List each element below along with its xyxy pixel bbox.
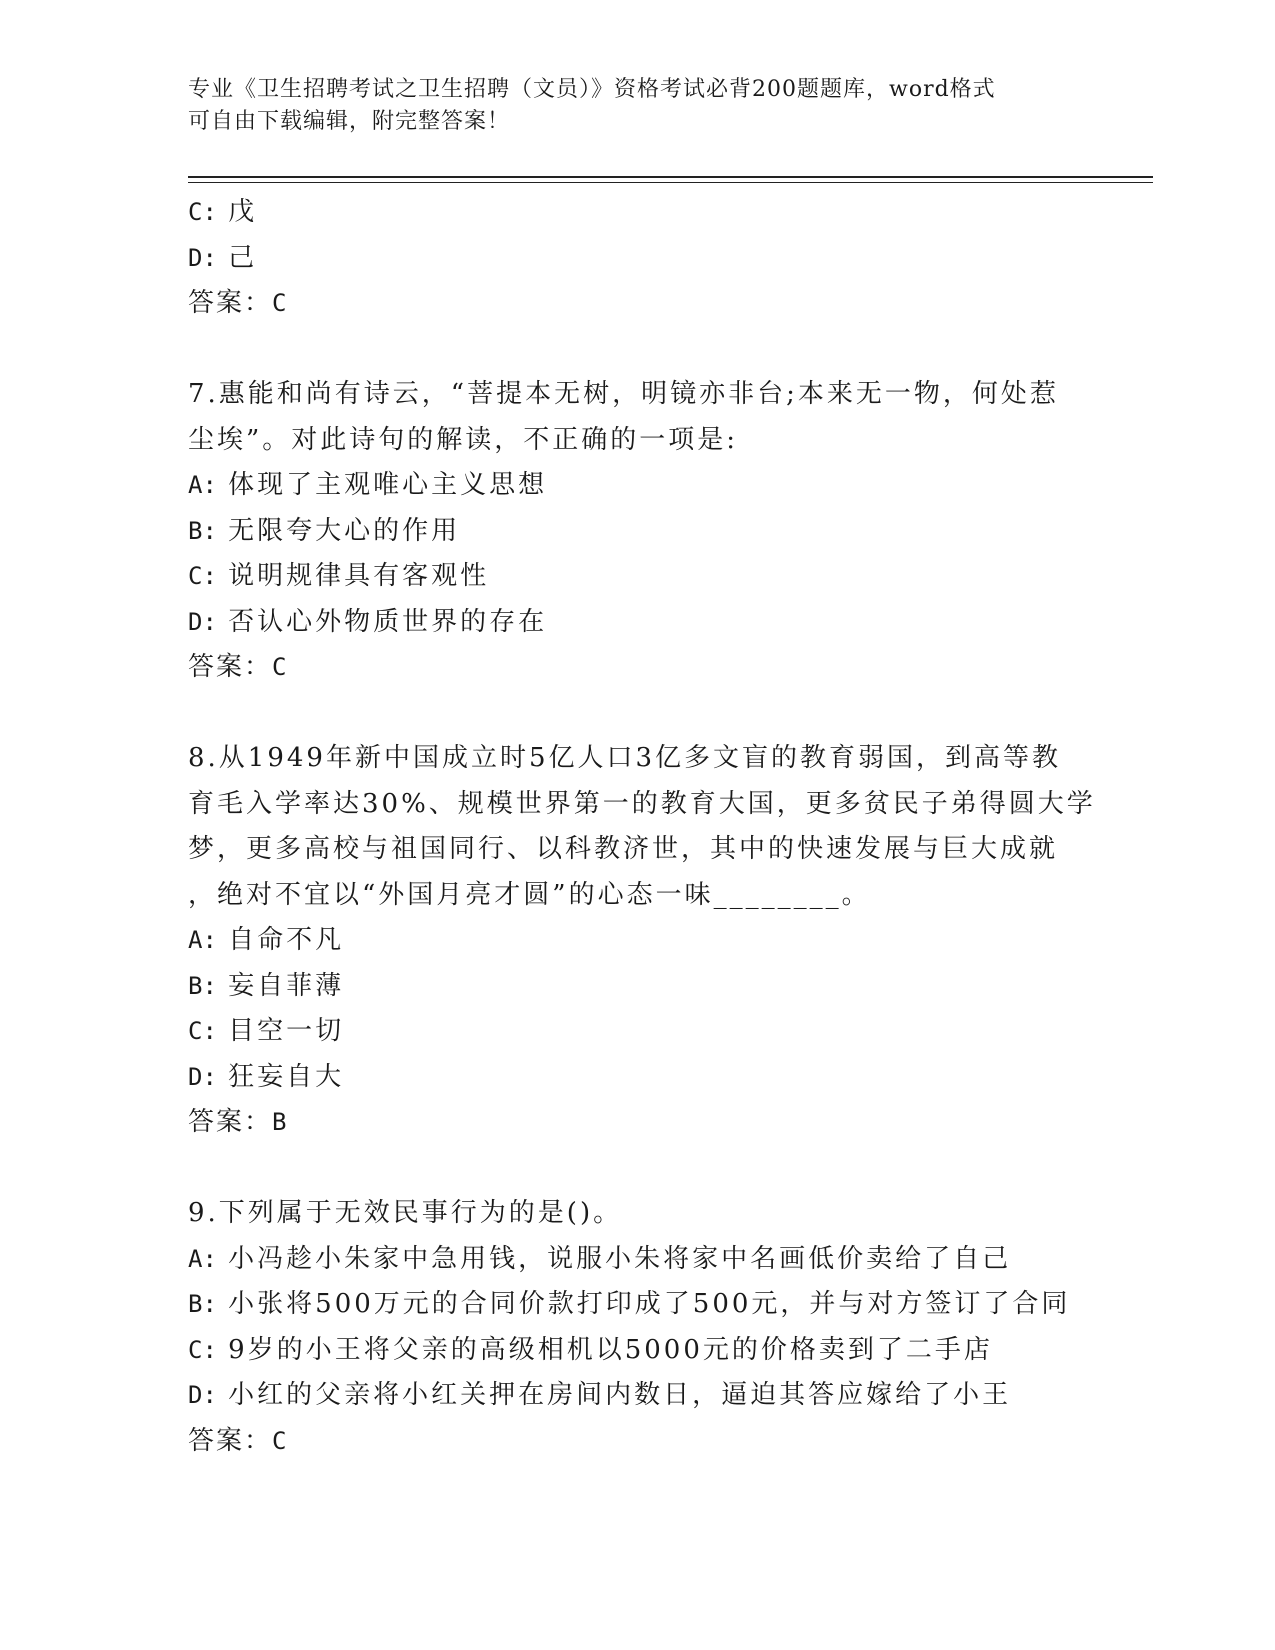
option-text: 小冯趁小朱家中急用钱，说服小朱将家中名画低价卖给了自己 <box>228 1243 1012 1274</box>
option-line <box>188 964 1088 1010</box>
option-line <box>188 509 1088 555</box>
question-stem-line: 育毛入学率达30%、规模世界第一的教育大国，更多贫民子弟得圆大学 <box>188 788 1096 819</box>
option-separator <box>217 1244 228 1274</box>
header-rule-thin <box>188 182 1153 183</box>
option-line <box>188 1237 1088 1283</box>
option-label: D: <box>188 607 217 636</box>
option-separator <box>217 1335 228 1365</box>
spacer <box>188 327 1088 373</box>
option-text: 目空一切 <box>228 1016 345 1046</box>
answer-line <box>188 645 1088 691</box>
option-label: D: <box>188 1062 217 1091</box>
answer-key-label: 答案： <box>188 1425 273 1456</box>
question-stem-line: 9.下列属于无效民事行为的是()。 <box>188 1198 623 1228</box>
option-text: 戊 <box>228 197 258 227</box>
option-line <box>188 1009 1088 1055</box>
option-line <box>188 190 1088 236</box>
option-line <box>188 1055 1088 1101</box>
option-label: D: <box>188 243 217 272</box>
option-line <box>188 236 1088 282</box>
option-label: A: <box>188 471 217 499</box>
answer-key-label: 答案： <box>188 288 273 318</box>
option-separator <box>217 243 228 273</box>
option-line <box>188 1328 1088 1374</box>
answer-key-label: 答案： <box>188 1107 273 1137</box>
spacer <box>188 1146 1088 1192</box>
option-separator <box>217 1380 228 1410</box>
option-separator <box>217 1016 228 1046</box>
option-separator <box>217 607 228 637</box>
header-line-1: 专业《卫生招聘考试之卫生招聘（文员）》资格考试必背200题题库，word格式 <box>188 77 996 102</box>
option-line <box>188 918 1088 964</box>
answer-line <box>188 1100 1088 1146</box>
answer-value: C <box>272 653 287 681</box>
option-separator <box>217 197 228 227</box>
option-line <box>188 600 1088 646</box>
option-line <box>188 1373 1088 1419</box>
option-text: 狂妄自大 <box>228 1061 345 1092</box>
answer-line <box>188 1419 1088 1465</box>
option-label: A: <box>188 1244 217 1273</box>
option-text: 9岁的小王将父亲的高级相机以5000元的价格卖到了二手店 <box>228 1334 993 1365</box>
option-text: 小红的父亲将小红关押在房间内数日，逼迫其答应嫁给了小王 <box>228 1380 1012 1410</box>
option-text: 说明规律具有客观性 <box>228 561 490 591</box>
header-line-2: 可自由下载编辑，附完整答案！ <box>188 109 511 134</box>
option-separator <box>217 971 228 1001</box>
option-separator <box>217 516 228 546</box>
option-label: C: <box>188 198 217 226</box>
document-header <box>188 74 1088 138</box>
answer-value: C <box>272 289 287 317</box>
option-separator <box>217 1062 228 1092</box>
option-text: 自命不凡 <box>228 925 345 955</box>
option-text: 无限夸大心的作用 <box>228 515 461 546</box>
answer-value: C <box>272 1426 287 1455</box>
option-separator <box>217 925 228 955</box>
option-label: D: <box>188 1381 217 1409</box>
option-line <box>188 1282 1088 1328</box>
answer-key-label: 答案： <box>188 652 273 682</box>
option-label: B: <box>188 1290 217 1318</box>
option-text: 体现了主观唯心主义思想 <box>228 470 548 500</box>
answer-value: B <box>272 1108 287 1136</box>
question-stem-line: 7.惠能和尚有诗云，“菩提本无树，明镜亦非台;本来无一物，何处惹 <box>188 379 1059 409</box>
option-text: 己 <box>228 242 258 273</box>
question-stem-line: ，绝对不宜以“外国月亮才圆”的心态一味________。 <box>188 879 871 910</box>
question-stem-line: 梦，更多高校与祖国同行、以科教济世，其中的快速发展与巨大成就 <box>188 834 1059 864</box>
option-line <box>188 554 1088 600</box>
question-stem-line: 尘埃”。对此诗句的解读，不正确的一项是: <box>188 424 739 455</box>
option-line <box>188 463 1088 509</box>
option-text: 否认心外物质世界的存在 <box>228 606 548 637</box>
header-rule-thick <box>188 176 1153 178</box>
option-label: B: <box>188 516 217 545</box>
option-separator <box>217 470 228 500</box>
option-label: C: <box>188 562 217 590</box>
option-text: 妄自菲薄 <box>228 970 345 1001</box>
option-label: A: <box>188 926 217 954</box>
answer-line <box>188 281 1088 327</box>
option-separator <box>217 1289 228 1319</box>
option-label: C: <box>188 1335 217 1364</box>
spacer <box>188 691 1088 737</box>
option-text: 小张将500万元的合同价款打印成了500元，并与对方签订了合同 <box>228 1289 1071 1319</box>
question-stem-line: 8.从1949年新中国成立时5亿人口3亿多文盲的教育弱国，到高等教 <box>188 743 1062 773</box>
option-separator <box>217 561 228 591</box>
option-label: C: <box>188 1017 217 1045</box>
question-content <box>188 190 1096 1464</box>
option-label: B: <box>188 971 217 1000</box>
